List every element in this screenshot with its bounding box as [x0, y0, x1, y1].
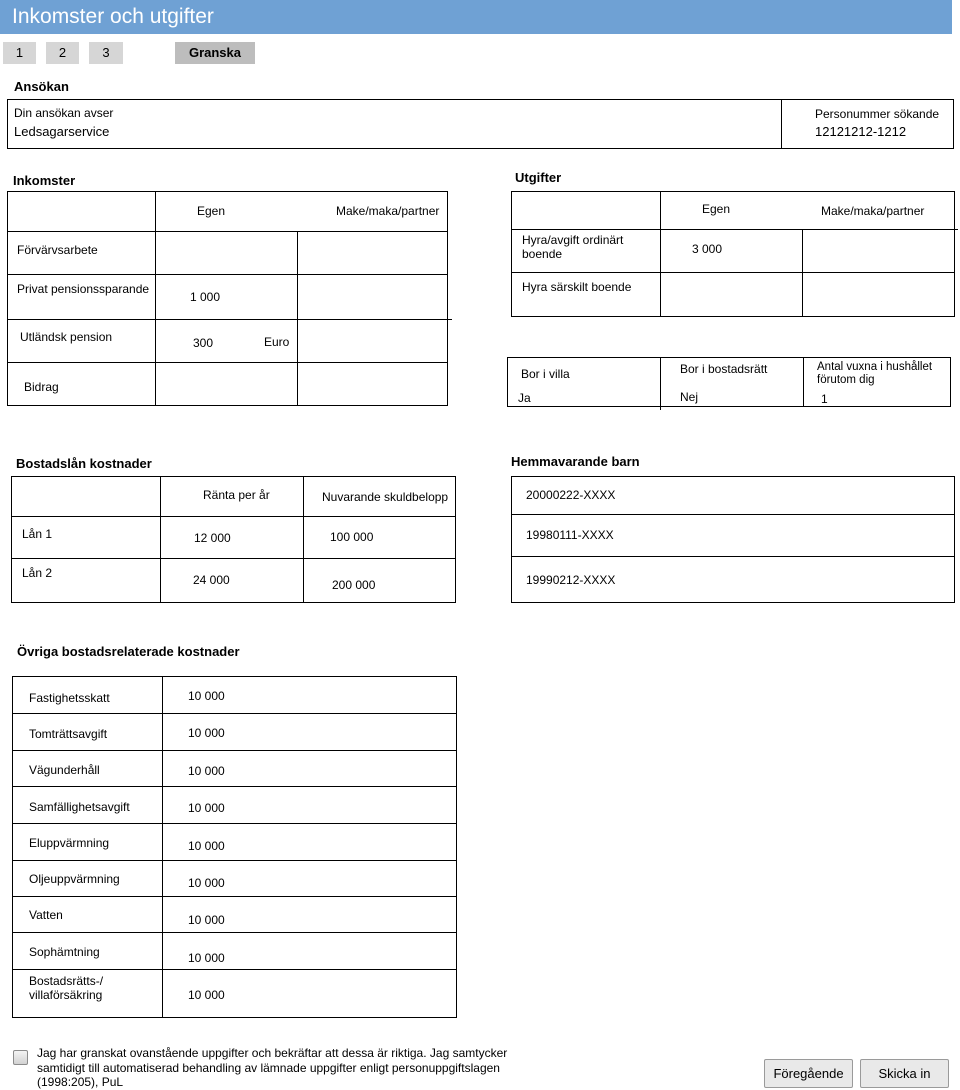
- divider: [660, 357, 661, 410]
- children-heading: Hemmavarande barn: [511, 454, 640, 469]
- divider: [7, 319, 452, 320]
- cost-label: Vatten: [29, 908, 63, 922]
- cost-value: 10 000: [188, 876, 225, 890]
- cost-label: Sophämtning: [29, 945, 100, 959]
- cost-value: 10 000: [188, 689, 225, 703]
- divider: [802, 229, 803, 317]
- divider: [11, 516, 456, 517]
- divider: [7, 362, 448, 363]
- villa-value: Ja: [518, 391, 531, 405]
- income-own-value: 1 000: [190, 290, 221, 304]
- income-row-label: Förvärvsarbete: [17, 243, 98, 257]
- divider: [303, 476, 304, 603]
- villa-label: Bor i villa: [521, 367, 570, 381]
- divider: [511, 272, 955, 273]
- income-own-value: 300: [193, 336, 214, 350]
- subject-value: Ledsagarservice: [14, 124, 110, 139]
- divider: [511, 229, 958, 230]
- submit-button[interactable]: Skicka in: [860, 1059, 949, 1088]
- divider: [7, 274, 448, 275]
- income-row-label: Utländsk pension: [20, 330, 113, 344]
- cost-value: 10 000: [188, 764, 225, 778]
- expenses-own-value: 3 000: [692, 242, 723, 256]
- cost-label: Vägunderhåll: [29, 763, 100, 777]
- divider: [12, 860, 457, 861]
- divider: [12, 713, 457, 714]
- expenses-heading: Utgifter: [515, 170, 562, 185]
- personnummer-label: Personummer sökande: [815, 107, 940, 121]
- divider: [12, 932, 457, 933]
- divider: [511, 514, 955, 515]
- condo-value: Nej: [680, 390, 699, 404]
- loans-col-interest: Ränta per år: [203, 488, 270, 502]
- page-title: Inkomster och utgifter: [12, 5, 214, 28]
- step-1-tab[interactable]: 1: [3, 42, 36, 64]
- cost-value: 10 000: [188, 913, 225, 927]
- loan-interest: 12 000: [194, 531, 231, 545]
- income-currency: Euro: [264, 335, 290, 349]
- divider: [12, 823, 457, 824]
- condo-label: Bor i bostadsrätt: [680, 362, 768, 376]
- income-col-partner: Make/maka/partner: [336, 204, 440, 218]
- expenses-col-partner: Make/maka/partner: [821, 204, 925, 218]
- previous-button[interactable]: Föregående: [764, 1059, 853, 1088]
- cost-label: Tomträttsavgift: [29, 727, 108, 741]
- personnummer-value: 12121212-1212: [815, 124, 907, 139]
- child-id: 19980111-XXXX: [526, 528, 614, 542]
- divider: [11, 558, 456, 559]
- divider: [12, 969, 457, 970]
- child-id: 19990212-XXXX: [526, 573, 616, 587]
- adults-value: 1: [821, 392, 828, 406]
- income-table: [7, 191, 448, 406]
- child-id: 20000222-XXXX: [526, 488, 616, 502]
- confirm-checkbox[interactable]: [13, 1050, 28, 1065]
- divider: [12, 786, 457, 787]
- cost-label: Fastighetsskatt: [29, 691, 110, 705]
- review-tab[interactable]: Granska: [175, 42, 255, 64]
- divider: [781, 99, 782, 149]
- step-3-tab[interactable]: 3: [89, 42, 123, 64]
- other-costs-heading: Övriga bostadsrelaterade kostnader: [17, 644, 240, 659]
- cost-label: Samfällighetsavgift: [29, 800, 130, 814]
- loans-col-debt: Nuvarande skuldbelopp: [322, 490, 449, 504]
- divider: [12, 896, 457, 897]
- step-2-tab[interactable]: 2: [46, 42, 79, 64]
- loan-debt: 200 000: [332, 578, 376, 592]
- loan-debt: 100 000: [330, 530, 374, 544]
- income-row-label: Bidrag: [24, 380, 59, 394]
- income-col-own: Egen: [197, 204, 226, 218]
- divider: [155, 191, 156, 406]
- loan-label: Lån 2: [22, 566, 53, 580]
- divider: [660, 191, 661, 317]
- divider: [12, 750, 457, 751]
- expenses-col-own: Egen: [702, 202, 731, 216]
- divider: [7, 231, 448, 232]
- loan-interest: 24 000: [193, 573, 230, 587]
- divider: [511, 556, 955, 557]
- subject-label: Din ansökan avser: [14, 106, 114, 120]
- divider: [162, 676, 163, 1018]
- cost-value: 10 000: [188, 951, 225, 965]
- cost-label: Oljeuppvärmning: [29, 872, 120, 886]
- cost-label: Bostadsrätts-/ villaförsäkring: [29, 974, 104, 1002]
- cost-value: 10 000: [188, 801, 225, 815]
- cost-label: Eluppvärmning: [29, 836, 110, 850]
- divider: [160, 476, 161, 603]
- loan-label: Lån 1: [22, 527, 53, 541]
- expenses-row-label: Hyra särskilt boende: [522, 280, 632, 294]
- divider: [803, 357, 804, 407]
- expenses-row-label: Hyra/avgift ordinärt boende: [522, 233, 624, 261]
- title-bar: [0, 0, 952, 34]
- income-row-label: Privat pensionssparande: [17, 282, 150, 296]
- application-box: [7, 99, 954, 149]
- confirm-text: Jag har granskat ovanstående uppgifter och bekräftar att dessa är riktiga. Jag samtycker samtidigt till automatiserad behandling av lämnade uppgifter enligt personuppgiftslagen (1998:205), PuL: [37, 1046, 508, 1089]
- income-heading: Inkomster: [13, 173, 76, 188]
- application-heading: Ansökan: [14, 79, 69, 94]
- cost-value: 10 000: [188, 726, 225, 740]
- cost-value: 10 000: [188, 839, 225, 853]
- cost-value: 10 000: [188, 988, 225, 1002]
- loans-heading: Bostadslån kostnader: [16, 456, 152, 471]
- adults-label: Antal vuxna i hushållet förutom dig: [817, 361, 933, 386]
